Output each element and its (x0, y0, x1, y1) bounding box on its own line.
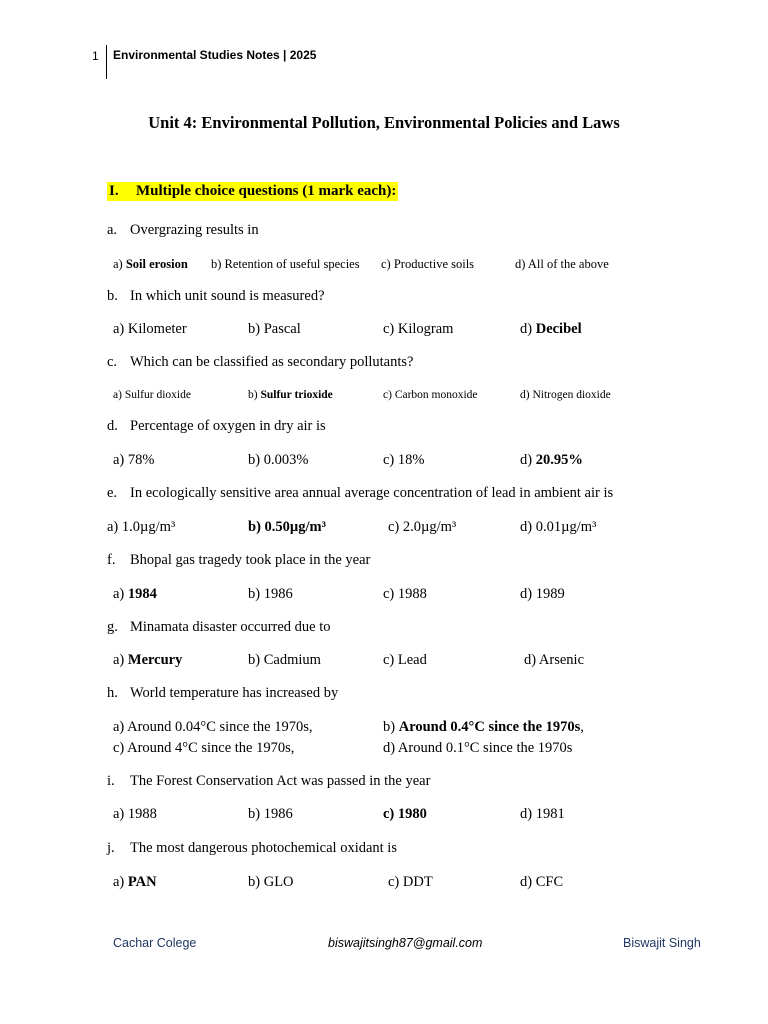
option-b: b) 1986 (248, 586, 293, 602)
option-b: b) Sulfur trioxide (248, 389, 333, 401)
question-text: Which can be classified as secondary pollutants? (130, 354, 414, 370)
option-a: a) Around 0.04°C since the 1970s, (113, 719, 313, 735)
option-a: a) Kilometer (113, 321, 187, 337)
option-c: c) 18% (383, 452, 425, 468)
question-text: World temperature has increased by (130, 685, 339, 701)
option-b: b) Around 0.4°C since the 1970s, (383, 719, 584, 735)
question-e (107, 485, 613, 502)
option-a: a) PAN (113, 874, 157, 890)
option-a: a) 1988 (113, 806, 157, 822)
question-letter: a. (107, 222, 118, 238)
header-title: Environmental Studies Notes | 2025 (113, 48, 317, 62)
question-text: In ecologically sensitive area annual average concentration of lead in ambient air is (130, 485, 614, 501)
question-text: The Forest Conservation Act was passed in the year (130, 773, 431, 789)
option-c: c) Productive soils (381, 257, 475, 271)
option-c: c) DDT (388, 874, 433, 890)
header-divider (106, 45, 107, 79)
question-letter: b. (107, 288, 118, 304)
option-b: b) Cadmium (248, 652, 321, 668)
question-text: The most dangerous photochemical oxidant is (130, 840, 397, 856)
question-text: Percentage of oxygen in dry air is (130, 418, 326, 434)
option-c: c) Kilogram (383, 321, 454, 337)
question-text: Bhopal gas tragedy took place in the year (130, 552, 371, 568)
question-j (107, 840, 397, 857)
option-c: c) 1988 (383, 586, 427, 602)
question-f (107, 552, 370, 569)
section-label: Multiple choice questions (1 mark each): (136, 183, 397, 199)
footer-email: biswajitsingh87@gmail.com (328, 936, 483, 950)
option-b: b) Pascal (248, 321, 301, 337)
question-a (107, 222, 259, 239)
option-b: b) 0.50µg/m³ (248, 519, 326, 535)
option-c: c) 1980 (383, 806, 427, 822)
option-b: b) 1986 (248, 806, 293, 822)
question-d (107, 418, 326, 435)
option-a: a) Soil erosion (113, 257, 188, 271)
option-c: c) Carbon monoxide (383, 389, 478, 401)
option-d: d) Decibel (520, 321, 582, 337)
option-c: c) 2.0µg/m³ (388, 519, 457, 535)
section-number: I. (109, 183, 119, 199)
page-number: 1 (92, 49, 99, 63)
option-d: d) Arsenic (524, 652, 584, 668)
option-a: a) Mercury (113, 652, 183, 668)
section-heading (107, 182, 398, 201)
footer-author: Biswajit Singh (623, 936, 701, 950)
option-d: d) 0.01µg/m³ (520, 519, 597, 535)
question-text: Minamata disaster occurred due to (130, 619, 331, 635)
question-text: In which unit sound is measured? (130, 288, 325, 304)
option-d: d) 20.95% (520, 452, 583, 468)
option-d: d) Around 0.1°C since the 1970s (383, 740, 573, 756)
question-i (107, 773, 430, 790)
option-d: d) Nitrogen dioxide (520, 389, 611, 401)
question-letter: e. (107, 485, 118, 501)
option-c: c) Around 4°C since the 1970s, (113, 740, 295, 756)
footer-college: Cachar Colege (113, 936, 197, 950)
option-b: b) GLO (248, 874, 294, 890)
question-h (107, 685, 338, 702)
option-a: a) 78% (113, 452, 155, 468)
option-d: d) CFC (520, 874, 564, 890)
question-letter: h. (107, 685, 118, 701)
question-b (107, 288, 325, 305)
option-d: d) All of the above (515, 257, 609, 271)
option-a: a) 1984 (113, 586, 157, 602)
question-c (107, 354, 413, 371)
option-b: b) Retention of useful species (211, 257, 360, 271)
question-text: Overgrazing results in (130, 222, 259, 238)
option-a: a) 1.0µg/m³ (107, 519, 176, 535)
option-b: b) 0.003% (248, 452, 309, 468)
option-d: d) 1989 (520, 586, 565, 602)
question-letter: i. (107, 773, 115, 789)
question-letter: d. (107, 418, 118, 434)
unit-title: Unit 4: Environmental Pollution, Environmental Policies and Laws (148, 113, 620, 132)
question-letter: f. (107, 552, 116, 568)
option-c: c) Lead (383, 652, 427, 668)
question-letter: c. (107, 354, 118, 370)
question-letter: g. (107, 619, 118, 635)
option-d: d) 1981 (520, 806, 565, 822)
question-letter: j. (107, 840, 115, 856)
question-g (107, 619, 331, 636)
option-a: a) Sulfur dioxide (113, 389, 191, 401)
